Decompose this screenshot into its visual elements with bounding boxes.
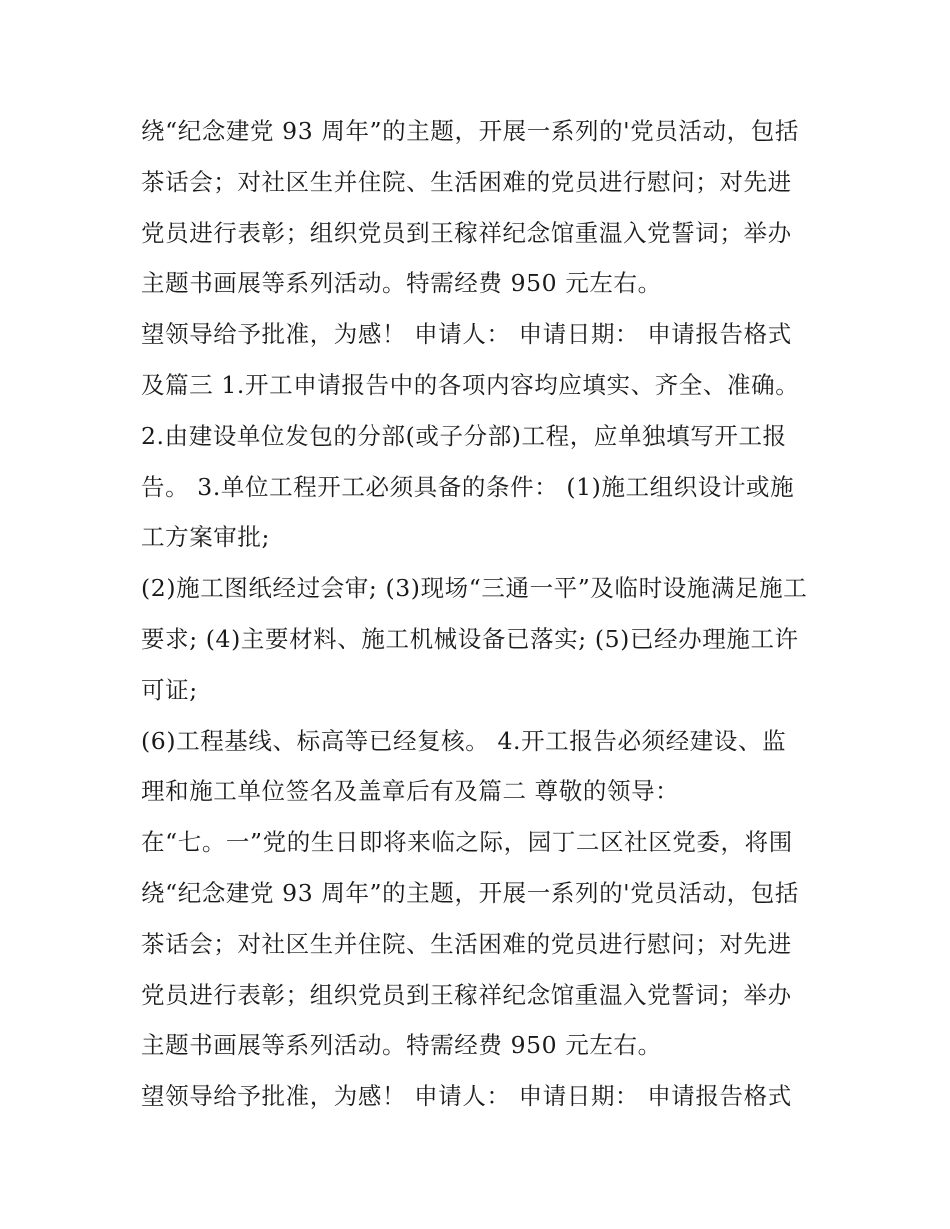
text-line: 可证;: [141, 675, 198, 704]
text-line: 理和施工单位签名及盖章后有及篇二 尊敬的领导：: [141, 777, 680, 806]
text-line: 望领导给予批准，为感！ 申请人： 申请日期： 申请报告格式: [141, 320, 792, 349]
text-line: 茶话会；对社区生并住院、生活困难的党员进行慰问；对先进: [141, 929, 792, 958]
text-line: 党员进行表彰；组织党员到王稼祥纪念馆重温入党誓词；举办: [141, 218, 792, 247]
text-line: 望领导给予批准，为感！ 申请人： 申请日期： 申请报告格式: [141, 1082, 792, 1111]
text-line: 绕“纪念建党 93 周年”的主题，开展一系列的'党员活动，包括: [141, 117, 799, 145]
text-line: (6)工程基线、标高等已经复核。 4.开工报告必须经建设、监: [141, 726, 787, 755]
text-line: 主题书画展等系列活动。特需经费 950 元左右。: [141, 269, 662, 298]
document-body: [141, 106, 821, 1122]
text-line: 绕“纪念建党 93 周年”的主题，开展一系列的'党员活动，包括: [141, 878, 799, 907]
text-line: 及篇三 1.开工申请报告中的各项内容均应填实、齐全、准确。: [141, 370, 800, 399]
text-line: 主题书画展等系列活动。特需经费 950 元左右。: [141, 1031, 662, 1060]
text-line: 告。 3.单位工程开工必须具备的条件： (1)施工组织设计或施: [141, 472, 795, 501]
text-line: 要求; (4)主要材料、施工机械设备已落实; (5)已经办理施工许: [141, 624, 799, 653]
text-line: 2.由建设单位发包的分部(或子分部)工程，应单独填写开工报: [141, 421, 787, 450]
text-line: 茶话会；对社区生并住院、生活困难的党员进行慰问；对先进: [141, 167, 792, 196]
text-line: 在“七。一”党的生日即将来临之际，园丁二区社区党委，将围: [141, 828, 793, 857]
text-line: 工方案审批;: [141, 523, 271, 552]
text-line: 党员进行表彰；组织党员到王稼祥纪念馆重温入党誓词；举办: [141, 980, 792, 1009]
text-line: (2)施工图纸经过会审; (3)现场“三通一平”及临时设施满足施工: [141, 574, 808, 603]
